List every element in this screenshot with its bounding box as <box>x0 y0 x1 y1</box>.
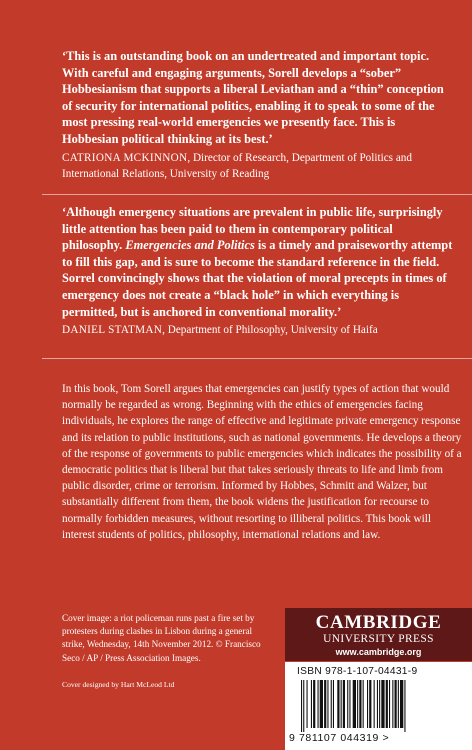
endorser-affiliation-2: , Department of Philosophy, University of Haifa <box>162 324 378 336</box>
publisher-name: CAMBRIDGE <box>315 612 442 633</box>
divider-1 <box>42 194 472 195</box>
book-title-italic: Emergencies and Politics <box>125 238 255 253</box>
quote-2-text-before: ‘Although emergency situations are prevalent in public life, surprisingly little attention has been paid to them in contemporary political philosophy. <box>62 205 443 253</box>
endorsement-quote-1: ‘This is an outstanding book on an undertreated and important topic. With careful and engaging arguments, Sorell develops a “sober” Hobbesianism that supports a liberal Leviathan and a “thin” conception of security for international politics, enabling it to speak to some of the most pressing real-world emergencies we presently face. This is Hobbesian political thinking at its best.’ <box>62 49 444 146</box>
publisher-subtitle: UNIVERSITY PRESS <box>323 633 434 645</box>
publisher-url: www.cambridge.org <box>335 647 422 657</box>
endorsement-quote-2 <box>62 204 454 320</box>
barcode-number: 9 781107 044319 > <box>289 732 390 744</box>
endorser-affiliation-1: , Director of Research, Department of Politics and International Relations, University of Reading <box>62 152 412 180</box>
endorser-name-2: DANIEL STATMAN <box>62 324 163 336</box>
publisher-logo-box <box>285 608 472 661</box>
endorsement-attribution-1 <box>62 150 454 182</box>
endorsement-attribution-2 <box>62 322 454 338</box>
cover-designer-credit: Cover designed by Hart McLeod Ltd <box>62 680 175 689</box>
barcode-box <box>285 662 472 750</box>
cover-image-credit: Cover image: a riot policeman runs past a fire set by protesters during clashes in Lisbon during a general strike, Wednesday, 14th November 2012. © Francisco Seco / AP / Press Association Images. <box>62 613 261 663</box>
divider-2 <box>42 358 472 359</box>
barcode-icon <box>299 680 459 732</box>
quote-2-text-after: is a timely and praiseworthy attempt to fill this gap, and is sure to become the standard reference in the field. Sorrel convincingly shows that the violation of moral precepts in times of emergency does not create a “black hole” in which everything is permitted, but is anchored in conventional morality.’ <box>62 238 453 319</box>
endorser-name-1: CATRIONA MCKINNON <box>62 152 188 164</box>
isbn-label: ISBN 978-1-107-04431-9 <box>297 666 418 677</box>
book-description: In this book, Tom Sorell argues that emergencies can justify types of action that would normally be regarded as wrong. Beginning with the ethics of emergencies facing individuals, he explores the range of effective and legitimate private emergency response and its relation to public institutions, such as national governments. He develops a theory of the response of governments to public emergencies which indicates the possibility of a democratic politics that is liberal but that takes seriously threats to life and limb from public disorder, crime or terrorism. Informed by Hobbes, Schmitt and Walzer, but substantially different from them, the book widens the justification for recourse to normally forbidden measures, without resorting to illiberal politics. This book will interest students of politics, philosophy, international relations and law. <box>62 383 462 541</box>
